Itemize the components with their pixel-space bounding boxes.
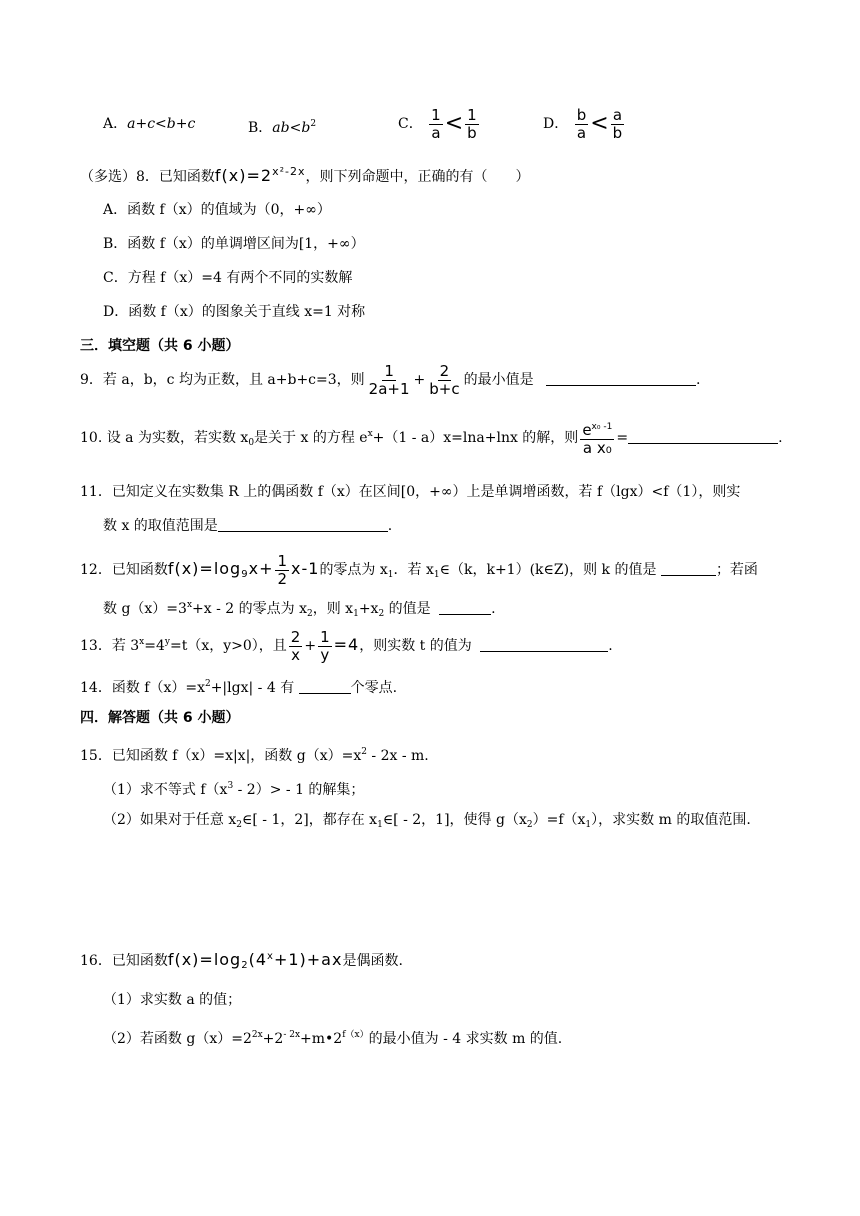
q15-part2: （2）如果对于任意 $x_2\in[ - 1$，2]，都存在 $x_1\in[ - 2$，1]，使得 $g(x_2)=f(x_1)$，求实数 m 的取值范围.	[103, 812, 751, 830]
q14: 14．函数 $f(x)=x^2+|\lg x| - 4$ 有 个零点.	[80, 679, 398, 696]
q11-line2: 数 x 的取值范围是 .	[103, 518, 393, 534]
q16-part2: （2）若函数 $g(x)=2^{2x}+2^{- 2x}+m•2^{f(x)}$的最小值为 - 4 求实数 m 的值.	[103, 1030, 563, 1047]
q8-option-d: D．函数 f（x）的图象关于直线 x=1 对称	[103, 304, 366, 320]
q9-answer-blank[interactable]	[546, 371, 696, 386]
q14-answer-blank[interactable]	[299, 679, 351, 694]
q16-stem: 16．已知函数$f(x)=\log_2(4^x+1)+ax$是偶函数.	[80, 950, 403, 971]
q8-formula: f(x)=2	[214, 166, 273, 185]
q13-answer-blank[interactable]	[480, 637, 608, 652]
q8-option-b: B．函数 f（x）的单调增区间为[1，+∞）	[103, 236, 365, 252]
q9: 9．若 a，b，c 均为正数，且 a+b+c=3，则 $\frac{1}{2a+1}$ + $\frac{2}{b+c}$ 的最小值是 .	[80, 361, 701, 398]
q7-option-d: D． $\frac{b}{a}$ < $\frac{a}{b}$	[543, 105, 623, 142]
q12-line1: 12．已知函数$f(x)=\log_9x+$ $\frac{1}{2}$ x-1的零点为 $x_1$．若 $x_1\in(k$，k+1）(k∈Z)，则 k 的值是 ；若函	[80, 551, 758, 588]
q7-option-c: C． $\frac{1}{a}$ < $\frac{1}{b}$	[398, 105, 477, 142]
q8-stem: （多选）8．已知函数$f(x)=2^{x^2-2x}$，则下列命题中，正确的有（ ）	[80, 165, 530, 185]
q7-option-a: A．a+c<b+c	[103, 116, 196, 132]
q7-option-b: B．$ab<b^2$	[248, 119, 317, 136]
section-3-title: 三．填空题（共 6 小题）	[80, 338, 240, 354]
q8-option-a: A．函数 f（x）的值域为（0，+∞）	[103, 202, 331, 218]
q16-part1: （1）求实数 a 的值；	[103, 992, 242, 1008]
q15-stem: 15．已知函数 f（x）=x|x|，函数 $g(x)=x^2 - 2x - m$.	[80, 747, 429, 764]
q12-blank-k[interactable]	[661, 561, 716, 576]
q11-answer-blank[interactable]	[218, 517, 388, 532]
q10: 10. 设 a 为实数，若实数 $x_0$是关于 x 的方程 $e^x+(1 - a)x=\ln a+\ln x$ 的解，则 $\frac{e^{x_0 -1}}{\text{a x₀}}$ = .	[80, 421, 783, 457]
q8-option-c: C．方程 f（x）=4 有两个不同的实数解	[103, 270, 353, 286]
section-4-title: 四．解答题（共 6 小题）	[80, 710, 240, 726]
q10-answer-blank[interactable]	[628, 429, 778, 444]
q15-part1: （1）求不等式 $f(x^3 - 2)> - 1$ 的解集；	[103, 781, 365, 798]
q12-blank-sum[interactable]	[439, 600, 491, 615]
q12-line2: 数 $g(x)=3^x+x - 2$ 的零点为 $x_2$，则 $x_1+x_2$ 的值是 .	[103, 600, 496, 619]
q11-line1: 11．已知定义在实数集 R 上的偶函数 f（x）在区间[0，+∞）上是单调增函数，若 f（lgx）<f（1），则实	[80, 484, 741, 500]
q13: 13．若 $3^x=4^y=t(x$，y>0），且 $\frac{2}{x}$ + $\frac{1}{y}$ =4，则实数 t 的值为 .	[80, 627, 613, 664]
